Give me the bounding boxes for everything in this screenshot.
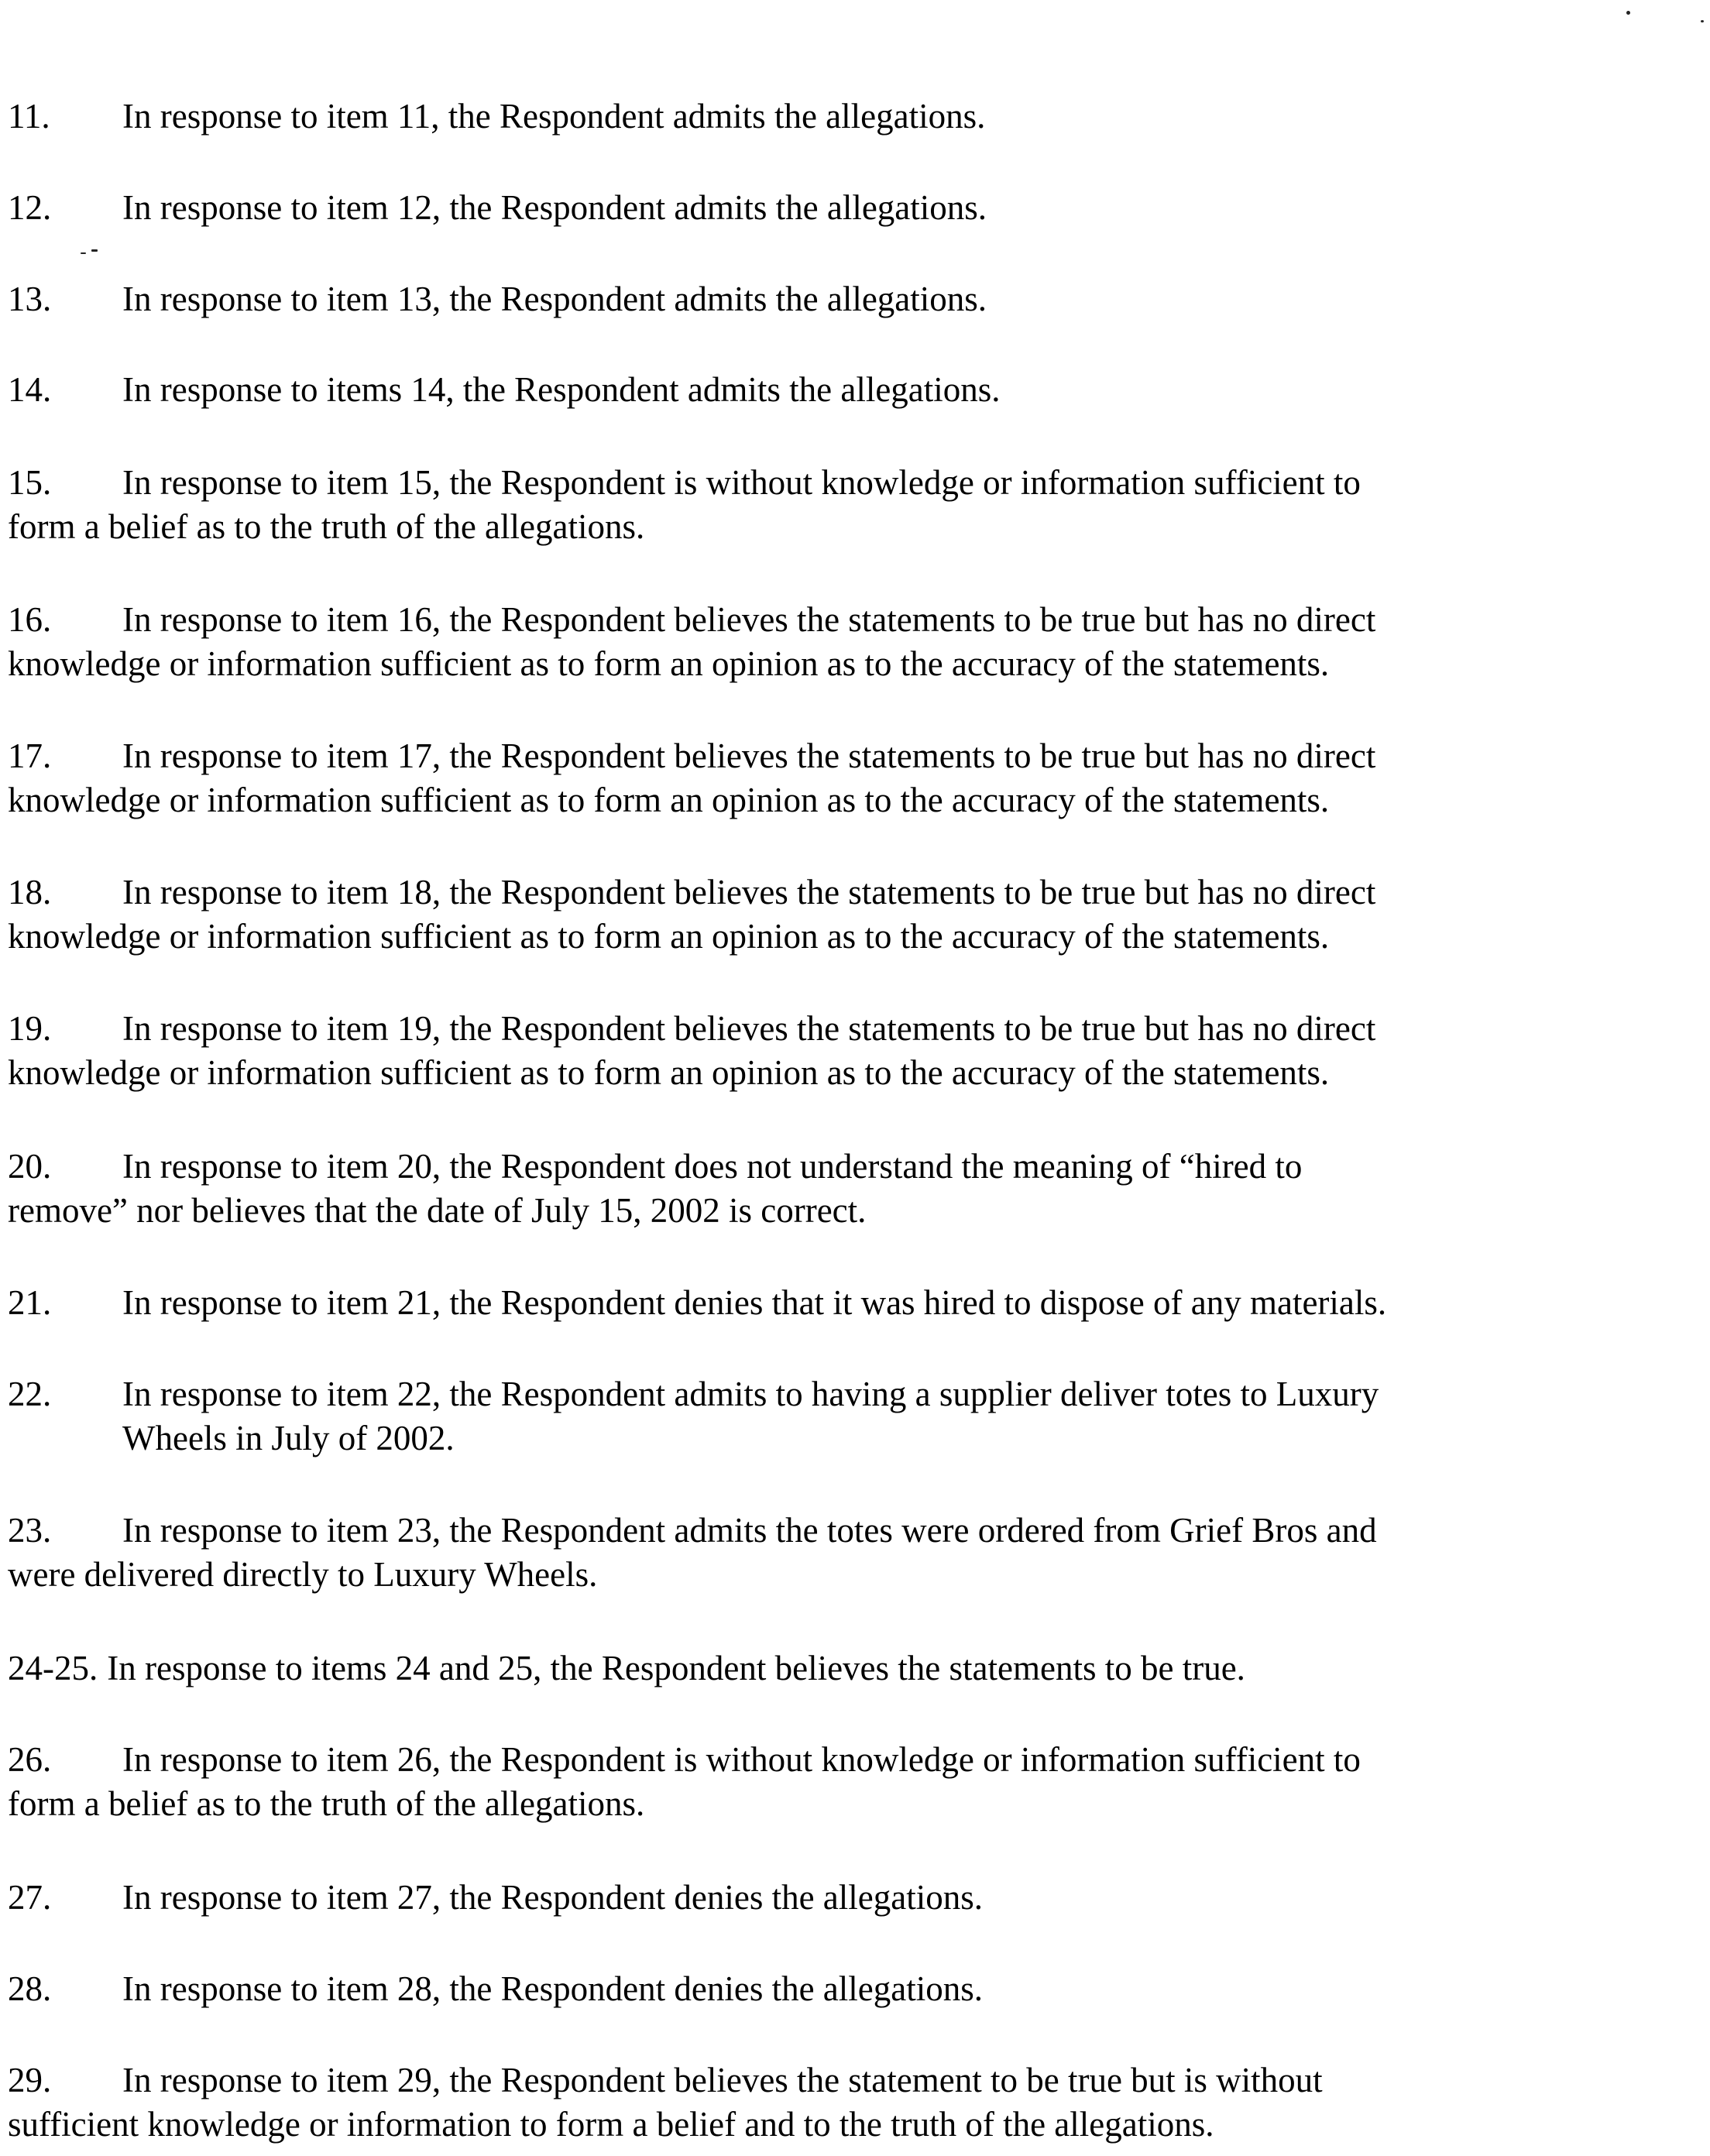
paragraph-text-line-1: In response to item 18, the Respondent believes the statements to be true but has no direct xyxy=(122,873,1376,911)
paragraph-number: 14. xyxy=(8,370,52,409)
paragraph-text: In response to item 12, the Respondent admits the allegations. xyxy=(122,188,987,227)
scan-speck xyxy=(1701,20,1704,22)
paragraph-text-line-1: In response to item 22, the Respondent admits to having a supplier deliver totes to Luxury xyxy=(122,1375,1379,1413)
paragraph-text-line-1: In response to item 26, the Respondent is without knowledge or information sufficient to xyxy=(122,1740,1361,1779)
paragraph-number: 19. xyxy=(8,1009,52,1048)
paragraph-14 xyxy=(8,368,1549,412)
paragraph-16 xyxy=(8,598,1549,686)
paragraph-text-line-1: In response to item 17, the Respondent believes the statements to be true but has no direct xyxy=(122,736,1376,775)
paragraph-text-line-2: form a belief as to the truth of the allegations. xyxy=(8,507,645,546)
paragraph-text-line-2: remove” nor believes that the date of July 15, 2002 is correct. xyxy=(8,1191,867,1230)
paragraph-15 xyxy=(8,461,1549,549)
paragraph-number: 28. xyxy=(8,1969,52,2008)
paragraph-number: 12. xyxy=(8,188,52,227)
paragraph-number: 11. xyxy=(8,97,50,136)
paragraph-text: In response to item 28, the Respondent denies the allegations. xyxy=(122,1969,984,2008)
paragraph-text-line-2: Wheels in July of 2002. xyxy=(122,1419,455,1457)
paragraph-22 xyxy=(8,1372,1549,1461)
paragraph-text-line-1: In response to item 19, the Respondent believes the statements to be true but has no direct xyxy=(122,1009,1376,1048)
paragraph-text: In response to items 24 and 25, the Respondent believes the statements to be true. xyxy=(107,1649,1245,1687)
scan-speck xyxy=(1626,11,1630,15)
paragraph-number: 16. xyxy=(8,600,52,639)
paragraph-text-line-2: were delivered directly to Luxury Wheels. xyxy=(8,1555,598,1594)
paragraph-number: 17. xyxy=(8,736,52,775)
paragraph-number: 23. xyxy=(8,1511,52,1550)
paragraph-number: 27. xyxy=(8,1878,52,1917)
paragraph-text-line-1: In response to item 15, the Respondent is without knowledge or information sufficient to xyxy=(122,463,1361,502)
paragraph-21 xyxy=(8,1281,1549,1325)
paragraph-number: 15. xyxy=(8,463,52,502)
paragraph-text-line-1: In response to item 23, the Respondent admits the totes were ordered from Grief Bros and xyxy=(122,1511,1377,1550)
paragraph-28 xyxy=(8,1967,1549,2011)
paragraph-13 xyxy=(8,277,1549,321)
paragraph-number: 13. xyxy=(8,280,52,318)
paragraph-12 xyxy=(8,186,1549,230)
paragraph-26 xyxy=(8,1738,1549,1826)
paragraph-29 xyxy=(8,2058,1549,2147)
paragraph-18 xyxy=(8,870,1549,959)
paragraph-text: In response to item 21, the Respondent denies that it was hired to dispose of any materials. xyxy=(122,1283,1387,1322)
paragraph-text-line-2: knowledge or information sufficient as to form an opinion as to the accuracy of the statements. xyxy=(8,781,1330,819)
paragraph-number: 24-25. xyxy=(8,1649,98,1687)
paragraph-text: In response to items 14, the Respondent admits the allegations. xyxy=(122,370,1001,409)
scan-speck xyxy=(91,249,98,252)
paragraph-number: 21. xyxy=(8,1283,52,1322)
paragraph-text-line-1: In response to item 16, the Respondent believes the statements to be true but has no direct xyxy=(122,600,1376,639)
paragraph-text-line-2: knowledge or information sufficient as to form an opinion as to the accuracy of the statements. xyxy=(8,1053,1330,1092)
paragraph-17 xyxy=(8,734,1549,822)
paragraph-text-line-1: In response to item 29, the Respondent believes the statement to be true but is without xyxy=(122,2061,1323,2099)
paragraph-text: In response to item 11, the Respondent admits the allegations. xyxy=(122,97,986,136)
paragraph-number: 26. xyxy=(8,1740,52,1779)
paragraph-27 xyxy=(8,1876,1549,1920)
paragraph-text-line-2: sufficient knowledge or information to form a belief and to the truth of the allegations. xyxy=(8,2105,1214,2144)
paragraph-number: 18. xyxy=(8,873,52,911)
paragraph-number: 29. xyxy=(8,2061,52,2099)
scan-speck xyxy=(81,252,86,254)
paragraph-text-line-2: knowledge or information sufficient as to form an opinion as to the accuracy of the statements. xyxy=(8,644,1330,683)
paragraph-20 xyxy=(8,1145,1549,1233)
paragraph-text-line-2: knowledge or information sufficient as to form an opinion as to the accuracy of the statements. xyxy=(8,917,1330,956)
paragraph-19 xyxy=(8,1007,1549,1095)
paragraph-23 xyxy=(8,1509,1549,1597)
paragraph-text: In response to item 13, the Respondent admits the allegations. xyxy=(122,280,987,318)
paragraph-text-line-2: form a belief as to the truth of the allegations. xyxy=(8,1784,645,1823)
paragraph-text-line-1: In response to item 20, the Respondent does not understand the meaning of “hired to xyxy=(122,1147,1303,1186)
paragraph-24-25 xyxy=(8,1646,1549,1691)
paragraph-11 xyxy=(8,94,1549,139)
paragraph-number: 20. xyxy=(8,1147,52,1186)
paragraph-number: 22. xyxy=(8,1375,52,1413)
paragraph-text: In response to item 27, the Respondent denies the allegations. xyxy=(122,1878,984,1917)
